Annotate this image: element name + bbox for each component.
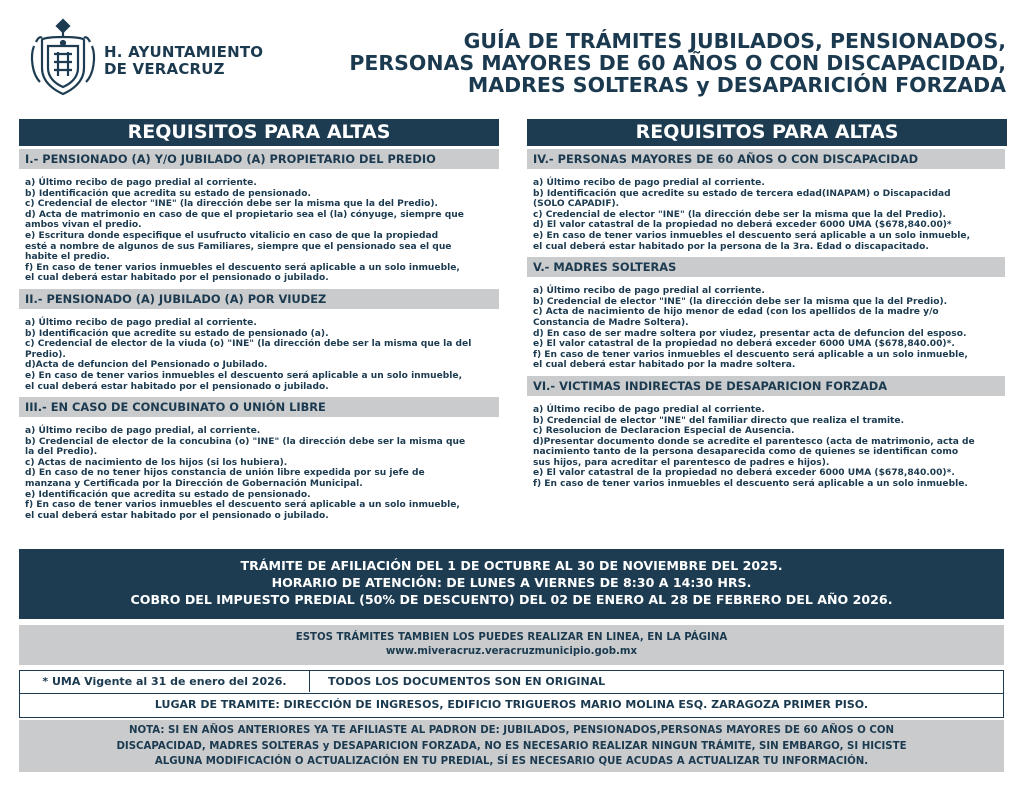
note-box — [19, 720, 1004, 772]
requirement-item: d)Presentar documento donde se acredite el parentesco (acta de matrimonio, acta de nacimiento tanto de la persona desaparecida como de quienes se identifican como sus hijos, para acreditar el parentesco de padres e hijos). — [533, 436, 975, 468]
section-items-madres-solteras — [527, 277, 1005, 376]
title-line-1: GUÍA DE TRÁMITES JUBILADOS, PENSIONADOS, — [463, 29, 1006, 53]
online-url-link[interactable]: www.miveracruz.veracruzmunicipio.gob.mx — [385, 646, 638, 657]
note-line-1: NOTA: SI EN AÑOS ANTERIORES YA TE AFILIASTE AL PADRON DE: JUBILADOS, PENSIONADOS,PERSONAS MAYORES DE 60 AÑOS O CON — [128, 725, 895, 736]
requirement-item: a) Último recibo de pago predial al corriente. — [533, 404, 765, 415]
requirement-item: f) En caso de tener varios inmuebles el descuento será aplicable a un solo inmueble, el cual deberá estar habitado por la madre soltera. — [533, 349, 968, 371]
requirement-item: e) El valor catastral de la propiedad no deberá exceder 6000 UMA ($678,840.00)*. — [533, 339, 955, 350]
requirement-item: d) El valor catastral de la propiedad no deberá exceder 6000 UMA ($678,840.00)* — [533, 220, 952, 231]
info-row — [19, 670, 1004, 694]
requirement-item: f) En caso de tener varios inmuebles el descuento será aplicable a un solo inmueble, el cual deberá estar habitado por el pensionado o jubilado. — [25, 262, 460, 284]
requirement-item: b) Identificación que acredite su estado de tercera edad(INAPAM) o Discapacidad (SOLO CAPADIF). — [533, 188, 951, 210]
online-procedures-box — [19, 625, 1004, 665]
requirement-item: f) En caso de tener varios inmuebles el descuento será aplicable a un solo inmueble. — [533, 479, 968, 490]
requirement-item: c) Credencial de elector "INE" (la dirección debe ser la misma que la del Predio). — [25, 199, 438, 210]
schedule-banner — [19, 549, 1004, 619]
requirement-item: c) Actas de nacimiento de los hijos (si los hubiera). — [25, 457, 288, 468]
title-line-2: PERSONAS MAYORES DE 60 AÑOS O CON DISCAPACIDAD, — [349, 51, 1006, 75]
procedure-location: LUGAR DE TRAMITE: DIRECCIÓN DE INGRESOS, EDIFICIO TRIGUEROS MARIO MOLINA ESQ. ZARAGOZA PRIMER PISO. — [19, 694, 1004, 718]
title-line-3: MADRES SOLTERAS y DESAPARICIÓN FORZADA — [467, 73, 1006, 97]
requirement-item: c) Acta de nacimiento de hijo menor de edad (con los apellidos de la madre y/o Constancia de Madre Soltera). — [533, 307, 939, 328]
requirement-item: b) Credencial de elector de la concubina (o) "INE" (la dirección debe ser la misma que la del Predio). — [25, 436, 466, 458]
org-line-2: DE VERACRUZ — [104, 60, 225, 78]
requirement-item: a) Último recibo de pago predial al corriente. — [533, 286, 765, 297]
banner-line-affiliation: TRÁMITE DE AFILIACIÓN DEL 1 DE OCTUBRE AL 30 DE NOVIEMBRE DEL 2025. — [240, 558, 783, 573]
requirement-item: f) En caso de tener varios inmuebles el descuento será aplicable a un solo inmueble, el cual deberá estar habitado por el pensionado o jubilado. — [25, 500, 460, 521]
requirement-item: e) En caso de tener varios inmuebles el descuento será aplicable a un solo inmueble, el cual deberá estar habitado por la persona de la 3ra. Edad o discapacitado. — [533, 230, 971, 252]
right-requirements-column — [527, 119, 1007, 495]
section-heading-desaparicion-forzada: VI.- VICTIMAS INDIRECTAS DE DESAPARICION FORZADA — [527, 376, 1005, 396]
requirement-item: a) Último recibo de pago predial al corriente. — [25, 317, 257, 328]
requirement-item: c) Credencial de elector "INE" (la dirección debe ser la misma que la del Predio). — [533, 209, 946, 220]
section-items-mayores-discapacidad — [527, 169, 1005, 257]
requirement-item: e) El valor catastral de la propiedad no deberá exceder 6000 UMA ($678,840.00)*. — [533, 468, 955, 479]
banner-line-hours: HORARIO DE ATENCIÓN: DE LUNES A VIERNES DE 8:30 A 14:30 HRS. — [271, 575, 752, 590]
online-text: ESTOS TRÁMITES TAMBIEN LOS PUEDES REALIZAR EN LINEA, EN LA PÁGINA — [295, 632, 728, 643]
original-documents-note: TODOS LOS DOCUMENTOS SON EN ORIGINAL — [328, 675, 606, 688]
left-requirements-column — [19, 119, 499, 526]
header — [0, 0, 1024, 110]
right-column-heading: REQUISITOS PARA ALTAS — [527, 119, 1007, 146]
section-heading-viudez: II.- PENSIONADO (A) JUBILADO (A) POR VIUDEZ — [19, 289, 499, 309]
uma-note: * UMA Vigente al 31 de enero del 2026. — [20, 671, 310, 692]
organization-name — [104, 44, 263, 78]
requirement-item: d) En caso de no tener hijos constancia de unión libre expedida por su jefe de manzana y Certificada por la Dirección de Gobernación Municipal. — [25, 468, 425, 490]
requirement-item: d)Acta de defuncion del Pensionado o Jubilado. — [25, 360, 268, 371]
section-heading-madres-solteras: V.- MADRES SOLTERAS — [527, 257, 1005, 277]
city-shield-emblem-icon — [28, 16, 98, 98]
section-heading-pensionado-propietario: I.- PENSIONADO (A) Y/O JUBILADO (A) PROPIETARIO DEL PREDIO — [19, 149, 499, 169]
requirement-item: e) Escritura donde especifique el usufructo vitalicio en caso de que la propiedad esté a nombre de algunos de sus Familiares, siempre que el pensionado sea el que habite el predio. — [25, 230, 452, 263]
requirement-item: a) Último recibo de pago predial al corriente. — [25, 178, 257, 188]
requirement-item: d) Acta de matrimonio en caso de que el propietario sea el (la) cónyuge, siempre que ambos vivan el predio. — [25, 209, 464, 231]
section-items-desaparicion-forzada — [527, 396, 1005, 495]
note-line-2: DISCAPACIDAD, MADRES SOLTERAS y DESAPARICION FORZADA, NO ES NECESARIO REALIZAR NINGUN TRÁMITE, SIN EMBARGO, SI HICISTE — [116, 740, 907, 752]
note-line-3: ALGUNA MODIFICACIÓN O ACTUALIZACIÓN EN TU PREDIAL, SÍ ES NECESARIO QUE ACUDAS A ACTUALIZAR TU INFORMACIÓN. — [154, 756, 869, 767]
requirement-item: c) Credencial de elector de la viuda (o) "INE" (la dirección debe ser la misma que la del Predio). — [25, 339, 472, 360]
org-line-1: H. AYUNTAMIENTO — [104, 43, 264, 61]
requirement-item: c) Resolucion de Declaracion Especial de Ausencia. — [533, 426, 795, 437]
requirement-item: b) Credencial de elector "INE" (la dirección debe ser la misma que la del Predio). — [533, 296, 948, 307]
requirement-item: a) Último recibo de pago predial, al corriente. — [25, 426, 261, 437]
left-column-heading: REQUISITOS PARA ALTAS — [19, 119, 499, 146]
section-heading-mayores-discapacidad: IV.- PERSONAS MAYORES DE 60 AÑOS O CON DISCAPACIDAD — [527, 149, 1005, 169]
banner-line-tax-discount: COBRO DEL IMPUESTO PREDIAL (50% DE DESCUENTO) DEL 02 DE ENERO AL 28 DE FEBRERO DEL AÑO 2026. — [130, 592, 893, 607]
requirement-item: b) Identificación que acredite su estado de pensionado (a). — [25, 328, 329, 339]
requirement-item: e) En caso de tener varios inmuebles el descuento será aplicable a un solo inmueble, el cual deberá estar habitado por el pensionado o jubilado. — [25, 370, 463, 392]
requirement-item: d) En caso de ser madre soltera por viudez, presentar acta de defuncion del esposo. — [533, 328, 967, 339]
requirement-item: b) Credencial de elector "INE" del familiar directo que realiza el tramite. — [533, 415, 905, 426]
section-items-pensionado-propietario — [19, 169, 499, 289]
requirement-item: b) Identificación que acredita su estado de pensionado. — [25, 188, 311, 199]
requirement-item: e) Identificación que acredita su estado de pensionado. — [25, 489, 311, 500]
requirement-item: a) Último recibo de pago predial al corriente. — [533, 178, 765, 188]
section-heading-concubinato: III.- EN CASO DE CONCUBINATO O UNIÓN LIBRE — [19, 397, 499, 417]
page-title — [246, 30, 1006, 96]
section-items-viudez — [19, 309, 499, 397]
section-items-concubinato — [19, 417, 499, 526]
